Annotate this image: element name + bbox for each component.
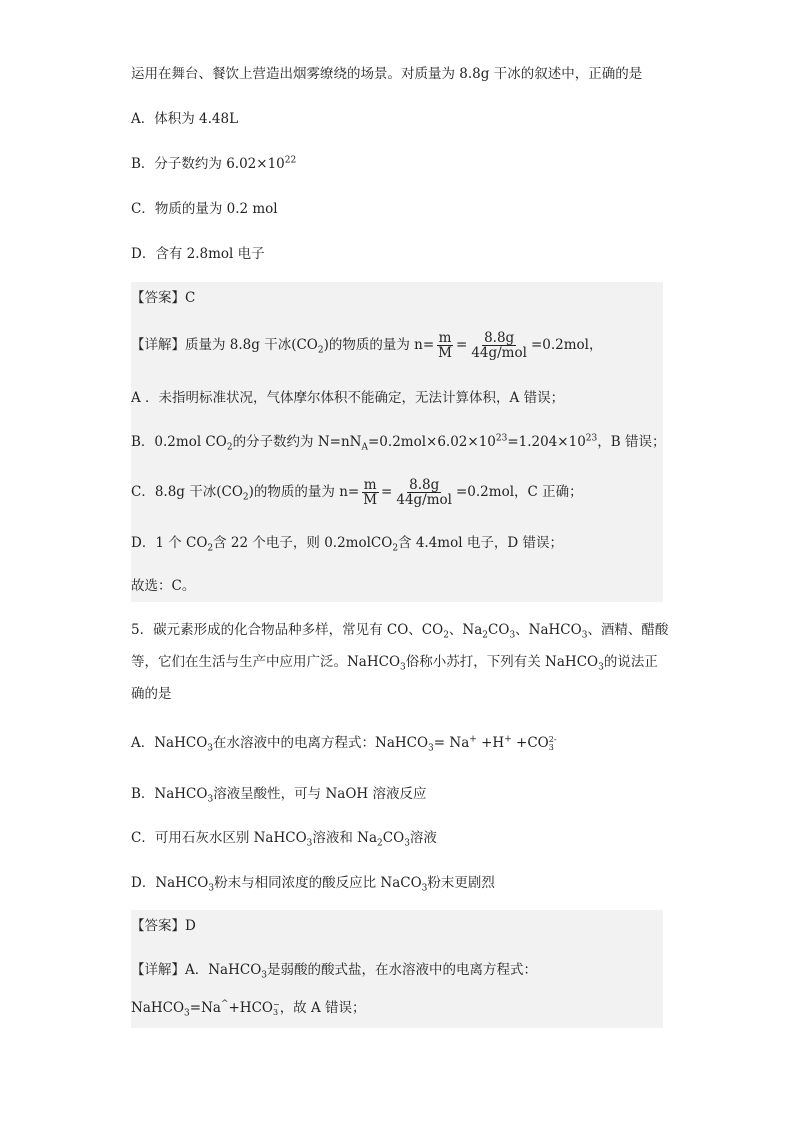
q5-stem-line1: 5．碳元素形成的化合物品种多样，常见有 CO、$CO_2$、$Na_2CO_3$、NaHCO$_3$、酒精、醋酸 bbox=[131, 622, 669, 641]
q4-explain-d: D．1 个 $CO_2$含 22 个电子，则 0.2molCO$_2$含 4.4mol 电子，D 错误； bbox=[131, 535, 563, 554]
q5-answer: 【答案】D bbox=[131, 918, 196, 934]
bicarbonate-charge: − 3 bbox=[272, 999, 280, 1017]
q4-stem: 运用在舞台、餐饮上营造出烟雾缭绕的场景。对质量为 8.8g 干冰的叙述中，正确的是 bbox=[131, 66, 643, 82]
q5-stem-line3: 确的是 bbox=[131, 686, 172, 702]
q4-option-a: A．体积为 4.48L bbox=[131, 111, 239, 127]
q5-stem-line2: 等，它们在生活与生产中应用广泛。NaHCO$_3$俗称小苏打，下列有关 NaHCO$_3$的说法正 bbox=[131, 654, 658, 673]
q4-explain-a: A ．未指明标准状况，气体摩尔体积不能确定，无法计算体积，A 错误； bbox=[131, 390, 565, 406]
carbonate-charge: 2- 3 bbox=[548, 734, 557, 752]
q4-explain-c: C．8.8g 干冰$(CO_2)$的物质的量为 n= $\frac{m}{M}$ = $\frac{8.8g}{\text{44g/mol}}$ =0.2mol，C 正确； bbox=[131, 477, 583, 508]
q5-option-a: A．NaHCO$_3$在水溶液中的电离方程式：NaHCO$_3$= Na+ +H+ +CO 2- 3 bbox=[131, 734, 557, 754]
q5-option-b: B．NaHCO$_3$溶液呈酸性，可与 NaOH 溶液反应 bbox=[131, 786, 427, 805]
q4-answer: 【答案】C bbox=[131, 290, 196, 306]
q5-option-c: C．可用石灰水区别 NaHCO$_3$溶液和 $Na_2CO_3$溶液 bbox=[131, 830, 437, 849]
q5-option-d: D．NaHCO$_3$粉末与相同浓度的酸反应比 NaCO$_3$粉末更剧烈 bbox=[131, 875, 495, 894]
fraction-m-over-M: $\frac{m}{M}$ bbox=[363, 477, 378, 508]
q5-equation: NaHCO$_3$=Na^+HCO − 3 ，故 A 错误； bbox=[131, 999, 366, 1019]
fraction-m-over-M: $\frac{m}{M}$ bbox=[438, 330, 452, 361]
fraction-mass-over-molar: $\frac{8.8g}{\text{44g/mol}}$ bbox=[471, 330, 527, 361]
q4-explain-b: B．0.2mol $CO_2$的分子数约为 $N=nN_A=0.2mol\times 6.02\times 10^{23}=1.204\times 10^{23}$，B 错误； bbox=[131, 433, 666, 453]
fraction-mass-over-molar: $\frac{8.8g}{\text{44g/mol}}$ bbox=[396, 477, 452, 508]
q4-detail: 【详解】质量为 8.8g 干冰$(CO_2)$的物质的量为 n= $\frac{m}{M}$ = $\frac{8.8g}{\text{44g/mol}}$ =0.2mol， bbox=[131, 330, 603, 361]
q4-option-c: C．物质的量为 0.2 mol bbox=[131, 201, 278, 217]
q4-choose: 故选：C。 bbox=[131, 578, 196, 594]
q4-option-d: D．含有 2.8mol 电子 bbox=[131, 246, 265, 262]
q5-detail: 【详解】A．NaHCO$_3$是弱酸的酸式盐，在水溶液中的电离方程式： bbox=[131, 962, 538, 981]
q4-option-b: B．分子数约为 $6.02\times 10^{22}$ bbox=[131, 155, 297, 172]
